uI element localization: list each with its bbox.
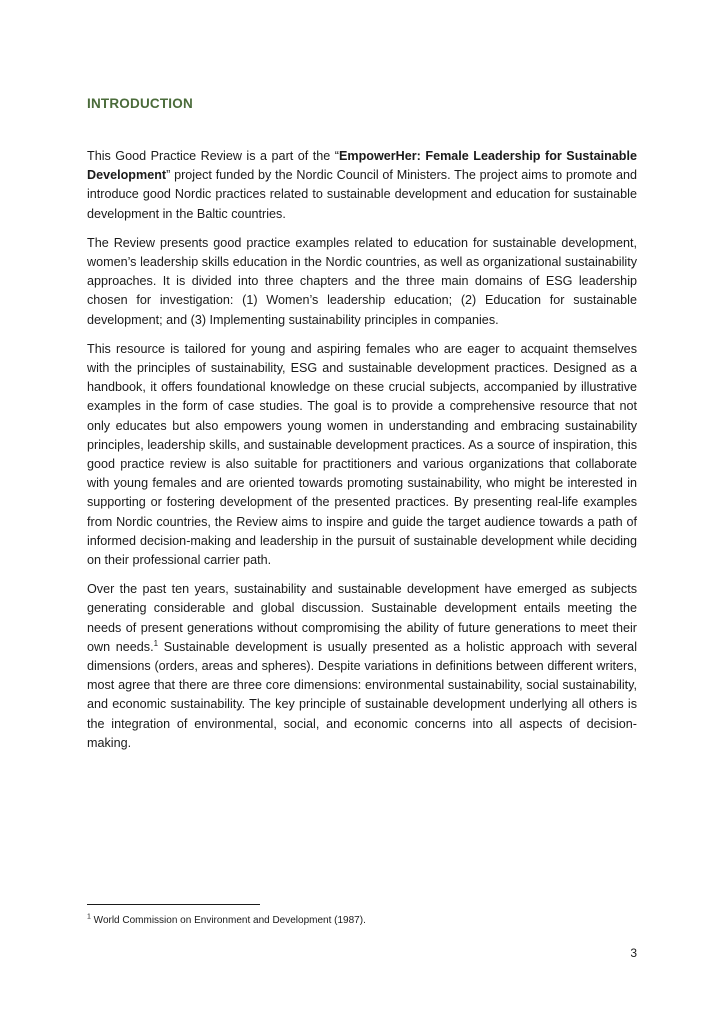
footnote-separator xyxy=(87,904,260,905)
section-heading: INTRODUCTION xyxy=(87,96,193,111)
paragraph-4-text-start: Over the past ten years, sustainability and sustainable development have emerged as subjects generating considerable and global discussion. Sustainable development entails meeting the needs of present generations without compromising the ability of future generations to meet their own needs. xyxy=(87,582,637,654)
footnote-number: 1 xyxy=(87,913,91,921)
body-text xyxy=(87,147,637,763)
project-title: EmpowerHer: Female Leadership for Sustainable Development xyxy=(87,149,637,183)
paragraph-4 xyxy=(87,580,637,753)
footnote xyxy=(87,914,366,927)
page-number: 3 xyxy=(630,946,637,960)
paragraph-2: The Review presents good practice examples related to education for sustainable development, women’s leadership skills education in the Nordic countries, as well as organizational sustainability approaches. It is divided into three chapters and the three main domains of ESG leadership chosen for investigation: (1) Women’s leadership education; (2) Education for sustainable development; and (3) Implementing sustainability principles in companies. xyxy=(87,235,637,327)
paragraph-4-text-end: Sustainable development is usually presented as a holistic approach with several dimensions (orders, areas and spheres). Despite variations in definitions between different writers, most agree that there are three core dimensions: environmental sustainability, social sustainability, and economic sustainability. The key principle of sustainable development underlying all others is the integration of environmental, social, and economic concerns into all aspects of decision-making. xyxy=(87,639,637,750)
paragraph-1-text-end: ” project funded by the Nordic Council of Ministers. The project aims to promote and introduce good Nordic practices related to sustainable development and education for sustainable development in the Baltic countries. xyxy=(87,168,637,221)
paragraph-1-text-start: This Good Practice Review is a part of the “ xyxy=(87,149,339,163)
paragraph-1 xyxy=(87,147,637,224)
footnote-reference[interactable]: 1 xyxy=(153,638,159,648)
paragraph-3: This resource is tailored for young and aspiring females who are eager to acquaint themselves with the principles of sustainability, ESG and sustainable development practices. Designed as a handbook, it offers foundational knowledge on these crucial subjects, accompanied by illustrative examples in the form of case studies. The goal is to provide a comprehensive resource that not only educates but also empowers young women in understanding and embracing sustainability principles, leadership skills, and sustainable development practices. As a source of inspiration, this good practice review is also suitable for practitioners and various organizations that collaborate with young females and are oriented towards promoting sustainability, who might be interested in supporting or fostering development of the presented practices. By presenting real-life examples from Nordic countries, the Review aims to inspire and guide the target audience towards a path of informed decision-making and leadership in the pursuit of sustainable development while deciding on their professional carrier path. xyxy=(87,341,637,568)
footnote-text: World Commission on Environment and Development (1987). xyxy=(90,915,366,926)
